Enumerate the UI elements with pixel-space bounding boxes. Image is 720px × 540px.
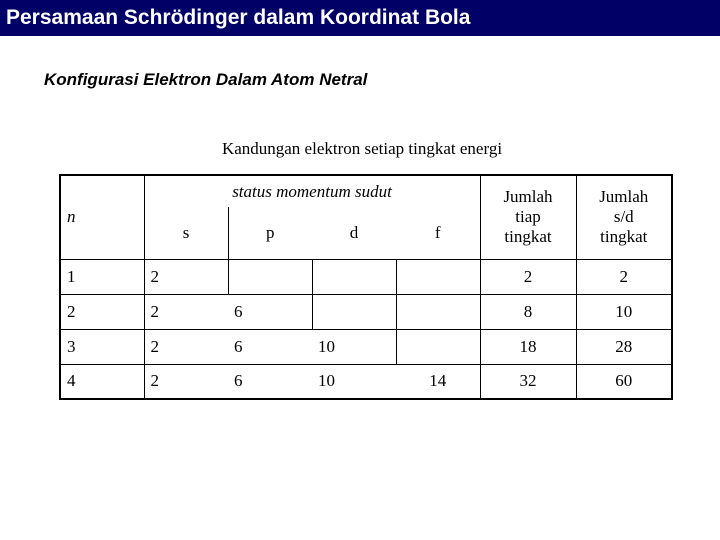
table-row (60, 259, 672, 294)
cell-s: 2 (150, 266, 159, 286)
header-p: p (266, 222, 275, 242)
cell-jumlah-tiap: 18 (480, 329, 576, 364)
cell-f (396, 329, 480, 364)
table-caption: Kandungan elektron setiap tingkat energi (221, 139, 503, 158)
cell-jumlah-sd: 60 (615, 371, 633, 391)
cell-n: 4 (60, 364, 144, 399)
cell-n: 2 (60, 294, 144, 329)
header-d: d (349, 222, 359, 242)
slide-subtitle: Konfigurasi Elektron Dalam Atom Netral (44, 70, 368, 89)
table-row (60, 294, 672, 329)
cell-f (396, 259, 480, 294)
slide-title: Persamaan Schrödinger dalam Koordinat Bola (0, 0, 720, 36)
header-jumlah-tiap-line3: tingkat (504, 227, 552, 247)
header-jumlah-tiap-line2: tiap (515, 207, 541, 227)
cell-d: 10 (318, 371, 335, 391)
cell-jumlah-sd: 10 (615, 301, 633, 321)
cell-n: 3 (60, 329, 144, 364)
cell-jumlah-tiap: 8 (480, 294, 576, 329)
header-jumlah-sd-line3: tingkat (600, 227, 648, 247)
header-status-momentum-sudut: status momentum sudut (144, 175, 480, 207)
cell-d (312, 294, 396, 329)
cell-jumlah-sd: 28 (615, 336, 633, 356)
cell-p: 6 (234, 336, 243, 356)
cell-p (228, 259, 312, 294)
cell-f (396, 294, 480, 329)
cell-d (312, 259, 396, 294)
cell-jumlah-sd: 2 (619, 266, 628, 286)
cell-n: 1 (60, 259, 144, 294)
table-row (60, 364, 672, 399)
table-row (60, 329, 672, 364)
electron-configuration-table (59, 174, 673, 400)
cell-jumlah-tiap: 2 (480, 259, 576, 294)
header-f: f (396, 207, 480, 259)
cell-f: 14 (396, 364, 480, 399)
header-jumlah-tiap-line1: Jumlah (503, 187, 553, 207)
header-jumlah-tiap-tingkat (480, 175, 576, 259)
cell-p: 6 (234, 371, 243, 391)
header-jumlah-sd-line2: s/d (613, 207, 634, 227)
cell-s: 2 (150, 336, 159, 356)
header-jumlah-sd-line1: Jumlah (599, 187, 649, 207)
cell-d: 10 (318, 336, 335, 356)
cell-s: 2 (150, 371, 159, 391)
cell-s: 2 (150, 301, 159, 321)
header-s: s (144, 207, 228, 259)
cell-p: 6 (234, 301, 243, 321)
header-n: n (60, 175, 144, 259)
header-jumlah-sd-tingkat (576, 175, 672, 259)
cell-jumlah-tiap: 32 (480, 364, 576, 399)
